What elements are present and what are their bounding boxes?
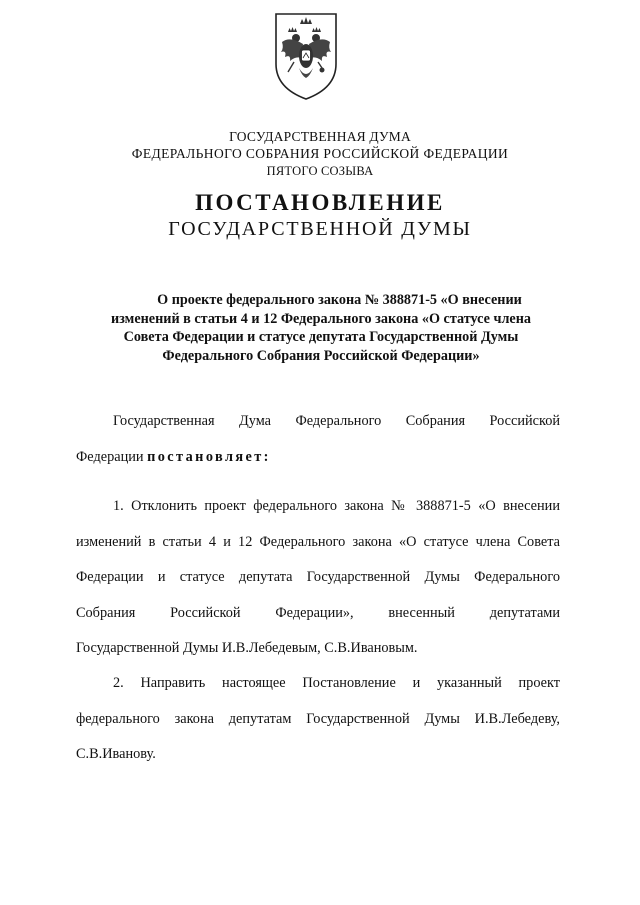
item-1-line: Собрания Российской Федерации», внесенный депутатами xyxy=(76,604,560,621)
preamble-line xyxy=(76,440,560,476)
convocation-line: ПЯТОГО СОЗЫВА xyxy=(266,164,374,178)
item-2-paragraph xyxy=(76,666,560,773)
item-1-line: Государственной Думы И.В.Лебедевым, С.В.Ивановым. xyxy=(76,640,418,656)
preamble-line: Государственная Дума Федерального Собрания Российской xyxy=(113,413,560,429)
preamble-paragraph xyxy=(76,404,560,475)
item-2-line: С.В.Иванову. xyxy=(76,746,156,762)
item-1-paragraph xyxy=(76,489,560,667)
subject-line: Совета Федерации и статусе депутата Государственной Думы xyxy=(123,329,519,345)
operative-verb: постановляет: xyxy=(147,448,271,465)
item-1-line: Федерации и статусе депутата Государственной Думы Федерального xyxy=(76,569,560,585)
subject-line: Федерального Собрания Российской Федерации» xyxy=(162,347,480,364)
item-1-line: изменений в статьи 4 и 12 Федерального закона «О статусе члена Совета xyxy=(76,533,560,550)
item-2-line: 2. Направить настоящее Постановление и указанный проект xyxy=(113,675,560,691)
document-issuer-title: ГОСУДАРСТВЕННОЙ ДУМЫ xyxy=(168,218,472,240)
preamble-line-start: Федерации xyxy=(76,448,144,465)
resolution-subject xyxy=(97,291,545,365)
item-1-line: 1. Отклонить проект федерального закона № 388871-5 «О внесении xyxy=(113,498,560,514)
org-name-line-1: ГОСУДАРСТВЕННАЯ ДУМА xyxy=(229,129,411,144)
subject-line: изменений в статьи 4 и 12 Федерального закона «О статусе члена xyxy=(111,310,531,327)
org-name-line-2: ФЕДЕРАЛЬНОГО СОБРАНИЯ РОССИЙСКОЙ ФЕДЕРАЦИИ xyxy=(131,146,509,161)
coat-of-arms-icon xyxy=(272,10,340,102)
subject-line: О проекте федерального закона № 388871-5 «О внесении xyxy=(157,292,522,308)
document-type-title: ПОСТАНОВЛЕНИЕ xyxy=(195,190,445,215)
item-2-line: федерального закона депутатам Государственной Думы И.В.Лебедеву, xyxy=(76,710,560,727)
